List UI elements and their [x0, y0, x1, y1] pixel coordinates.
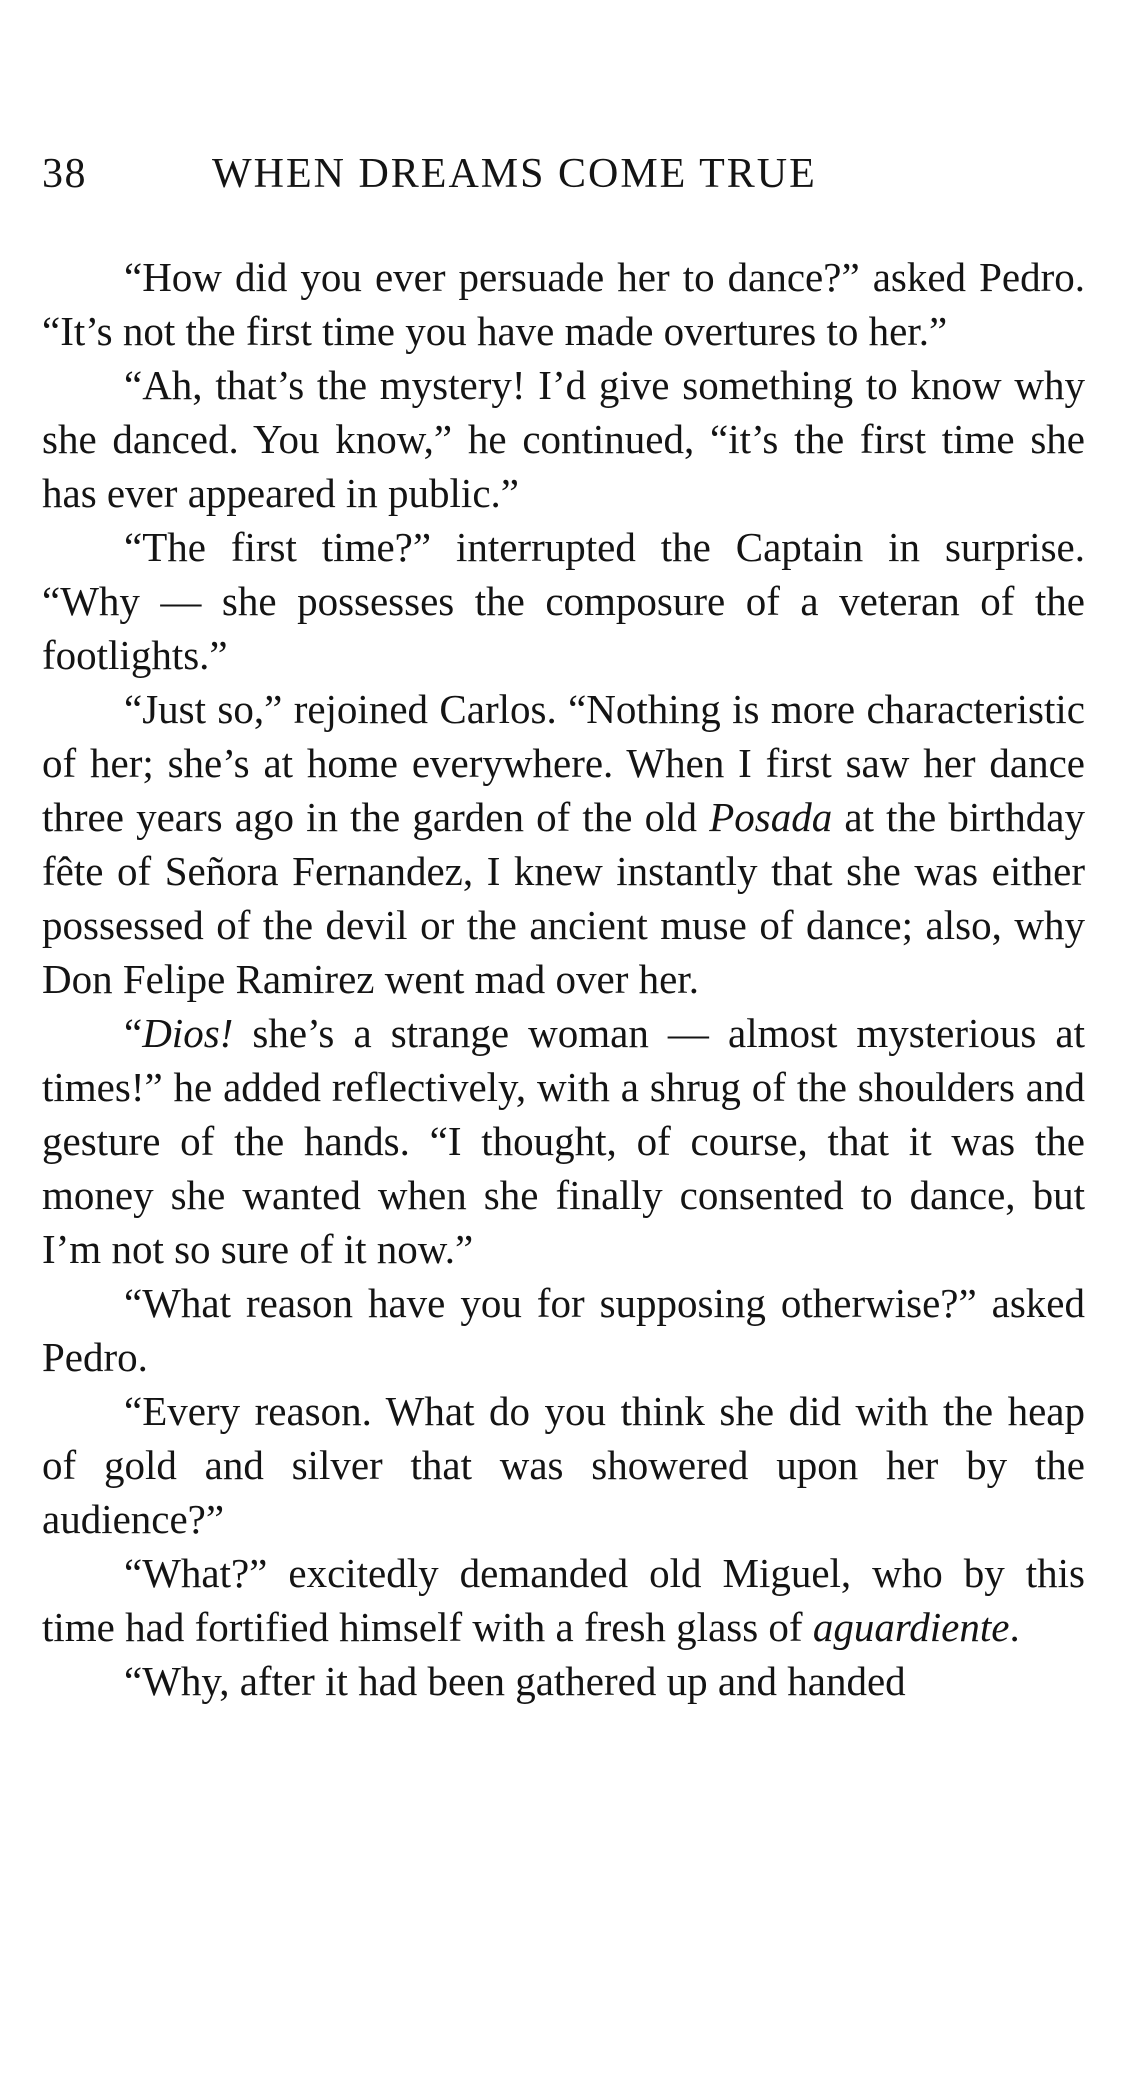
- italic-word: aguardiente: [812, 1604, 1010, 1650]
- paragraph: [42, 682, 1085, 1006]
- body-text: [42, 250, 1085, 1708]
- italic-word: Dios!: [142, 1010, 234, 1056]
- book-page: [42, 150, 1085, 1708]
- paragraph: “What reason have you for supposing otherwise?” asked Pedro.: [42, 1280, 1085, 1380]
- paragraph: “Ah, that’s the mystery! I’d give something to know why she danced. You know,” he continued, “it’s the first time she has ever appeared in public.”: [42, 362, 1085, 516]
- paragraph-text: “: [124, 1010, 143, 1056]
- paragraph: “Why, after it had been gathered up and handed: [124, 1658, 906, 1704]
- page-number: 38: [42, 151, 87, 197]
- paragraph-text: at the birthday fête of Señora Fernandez, I knew instantly that she was either possessed of the devil or the ancient muse of dance; also, why Don Felipe Ramirez went mad over her.: [42, 794, 1085, 1002]
- italic-word: Posada: [709, 794, 833, 840]
- paragraph-text: “Just so,” rejoined Carlos. “Nothing is more characteristic of her; she’s at home everywhere. When I first saw her dance three years ago in the garden of the old: [42, 686, 1085, 840]
- paragraph: [42, 1546, 1085, 1654]
- paragraph-text: “What?” excitedly demanded old Miguel, who by this time had fortified himself with a fresh glass of: [42, 1550, 1085, 1650]
- running-title: WHEN DREAMS COME TRUE: [212, 151, 817, 197]
- paragraph: [42, 1006, 1085, 1276]
- paragraph-text: she’s a strange woman — almost mysterious at times!” he added reflectively, with a shrug of the shoulders and gesture of the hands. “I thought, of course, that it was the money she wanted when she finally consented to dance, but I’m not so sure of it now.”: [42, 1010, 1085, 1272]
- paragraph: “How did you ever persuade her to dance?” asked Pedro. “It’s not the first time you have made overtures to her.”: [42, 254, 1085, 354]
- paragraph-text: .: [1009, 1604, 1020, 1650]
- running-head: [42, 150, 1085, 220]
- paragraph: “The first time?” interrupted the Captain in surprise. “Why — she possesses the composure of a veteran of the footlights.”: [42, 524, 1085, 678]
- paragraph: “Every reason. What do you think she did with the heap of gold and silver that was showered upon her by the audience?”: [42, 1388, 1085, 1542]
